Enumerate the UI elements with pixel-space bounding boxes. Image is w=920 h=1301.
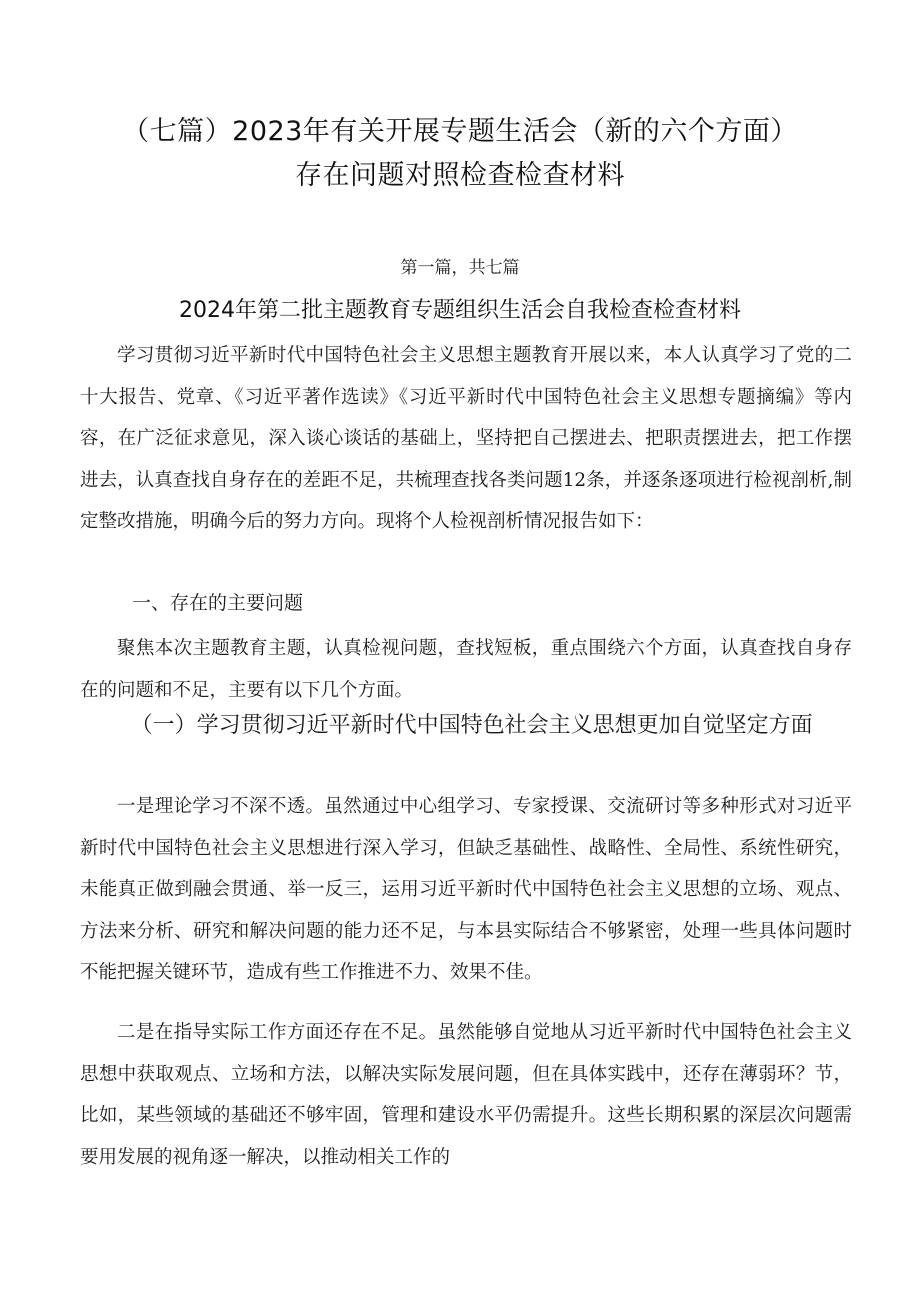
section-heading: 2024年第二批主题教育专题组织生活会自我检查检查材料	[179, 298, 741, 323]
paragraph-point1: 一是理论学习不深不透。虽然通过中心组学习、专家授课、交流研讨等多种形式对习近平新时代中国特色社会主义思想进行深入学习，但缺乏基础性、战略性、全局性、系统性研究，未能真正做到融会贯通、举一反三，运用习近平新时代中国特色社会主义思想的立场、观点、方法来分析、研究和解决问题的能力还不足，与本县实际结合不够紧密，处理一些具体问题时不能把握关键环节，造成有些工作推进不力、效果不佳。	[80, 796, 852, 983]
document-title-line2: 存在问题对照检查检查材料	[295, 160, 625, 191]
subsection1-title: （一）学习贯彻习近平新时代中国特色社会主义思想更加自觉坚定方面	[130, 713, 813, 738]
document-subtitle: 第一篇，共七篇	[400, 258, 520, 278]
paragraph-point2: 二是在指导实际工作方面还存在不足。虽然能够自觉地从习近平新时代中国特色社会主义思想中获取观点、立场和方法，以解决实际发展问题，但在具体实践中，还存在薄弱环？节，比如，某些领域的基础还不够牢固，管理和建设水平仍需提升。这些长期积累的深层次问题需要用发展的视角逐一解决，以推动相关工作的	[80, 1022, 852, 1168]
paragraph-focus: 聚焦本次主题教育主题，认真检视问题，查找短板，重点围绕六个方面，认真查找自身存在的问题和不足，主要有以下几个方面。	[80, 638, 852, 701]
paragraph-intro: 学习贯彻习近平新时代中国特色社会主义思想主题教育开展以来，本人认真学习了党的二十大报告、党章、《习近平著作选读》《习近平新时代中国特色社会主义思想专题摘编》等内容，在广泛征求意见，深入谈心谈话的基础上，坚持把自己摆进去、把职责摆进去，把工作摆进去，认真查找自身存在的差距不足，共梳理查找各类问题12条，并逐条逐项进行检视剖析,制定整改措施，明确今后的努力方向。现将个人检视剖析情况报告如下：	[80, 345, 852, 532]
section1-title: 一、存在的主要问题	[132, 592, 304, 614]
document-title-line1: （七篇）2023年有关开展专题生活会（新的六个方面）	[122, 116, 798, 147]
